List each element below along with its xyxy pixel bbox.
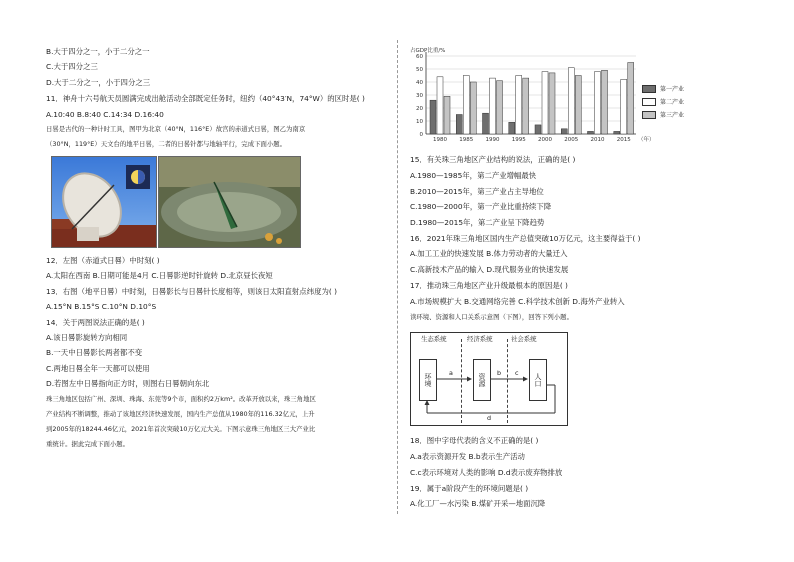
horizontal-sundial-photo [158,156,301,248]
bar [602,70,608,134]
legend-item [642,82,684,95]
arrow-label-a: a [449,369,453,377]
option-14a: A.该日晷影旋转方向相同 [46,333,128,342]
legend-swatch [642,85,656,93]
y-tick-label: 60 [416,54,423,60]
options-18-ab: A.a表示资源开发 B.b表示生产活动 [410,452,525,461]
arrow-label-c: c [515,369,519,377]
label-economic-system: 经济系统 [467,335,493,343]
y-tick-label: 20 [416,106,423,112]
arrow-label-d: d [487,414,492,422]
box-environment: 环境 [419,359,437,401]
x-tick-label: 2015 [616,137,631,143]
chart-legend [642,82,684,121]
bar [549,73,555,134]
bar [490,78,496,134]
option-14c: C.两地日晷全年一天都可以使用 [46,364,150,373]
legend-label: 第二产业 [660,99,685,106]
bar [588,131,594,134]
y-tick-label: 10 [416,119,423,125]
bar [614,131,620,134]
passage-sundial: （30°N，119°E）天文台的地平日晷，二者的日晷针都与地轴平行，完成下面小题。 [46,140,287,148]
question-17: 17．推动珠三角地区产业升级最根本的原因是( ) [410,281,568,290]
legend-label: 第一产业 [660,86,685,93]
question-14: 14．关于两图说法正确的是( ) [46,318,145,327]
bar [561,129,567,134]
bar [542,72,548,134]
label-social-system: 社会系统 [511,335,537,343]
bar [463,76,469,135]
bar [523,78,529,134]
bar [456,115,462,135]
question-15: 15．有关珠三角地区产业结构的说法，正确的是( ) [410,155,576,164]
options-17: A.市场规模扩大 B.交通网络完善 C.科学技术创新 D.海外产业转入 [410,297,625,306]
bar [628,63,634,135]
options-16-cd: C.高新技术产品的输入 D.现代服务业的快速发展 [410,265,569,274]
question-12: 12．左图（赤道式日晷）中时刻( ) [46,256,160,265]
legend-item [642,95,684,108]
option-line: D.大于二分之一，小于四分之三 [46,78,151,87]
question-11: 11．神舟十六号航天员圆满完成出舱活动全部既定任务时，纽约（40°43′N，74°W）的区时是( ) [46,94,365,103]
option-15d: D.1980—2015年，第二产业呈下降趋势 [410,218,545,227]
option-14b: B.一天中日晷影长两者都不变 [46,348,143,357]
options-12: A.太阳在西南 B.日期可能是4月 C.日晷影逆时针旋转 D.北京昼长夜短 [46,271,273,280]
question-13: 13．右图（地平日晷）中时刻，日晷影长与日晷针长度相等，则该日太阳直射点纬度为( ) [46,287,337,296]
options-16-ab: A.加工工业的快速发展 B.体力劳动者的大量迁入 [410,249,568,258]
options-18-cd: C.c表示环境对人类的影响 D.d表示废弃物排放 [410,468,563,477]
x-tick-label: 1985 [459,137,474,143]
option-line: C.大于四分之三 [46,62,98,71]
x-tick-label: 1980 [433,137,447,143]
legend-label: 第三产业 [660,112,685,119]
bar [568,68,574,134]
diagram-intro: 读环境、资源和人口关系示意图（下图），回答下列小题。 [410,313,573,321]
chart-svg [408,46,676,148]
bar [497,81,503,134]
y-tick-label: 50 [416,67,423,73]
env-resource-population-diagram [410,332,568,426]
box-resource: 资源 [473,359,491,401]
bar [470,82,476,134]
bar [575,76,581,135]
option-15b: B.2010—2015年，第三产业占主导地位 [410,187,544,196]
options-19-ab: A.化工厂—水污染 B.煤矿开采—地面沉降 [410,499,546,508]
x-axis-unit: （年） [638,137,655,143]
options-13: A.15°N B.15°S C.10°N D.10°S [46,302,157,311]
option-15c: C.1980—2000年，第一产业比重持续下降 [410,202,552,211]
passage-sundial: 日晷是古代的一种计时工具，图甲为北京（40°N，116°E）故宫的赤道式日晷，图乙为南京 [46,125,306,133]
y-tick-label: 0 [419,132,423,138]
y-tick-label: 30 [416,93,423,99]
bar [430,100,436,134]
column-divider [397,40,398,514]
industry-share-chart [408,46,676,148]
arrow-label-b: b [497,369,502,377]
bar [483,113,489,134]
legend-swatch [642,98,656,106]
question-18: 18．图中字母代表的含义不正确的是( ) [410,436,539,445]
question-19: 19．属于a阶段产生的环境问题是( ) [410,484,529,493]
passage-prd: 珠三角地区包括广州、深圳、珠海、东莞等9个市，面积约2万km²。改革开放以来，珠三角地区 [46,395,316,403]
legend-item [642,108,684,121]
x-tick-label: 2000 [538,137,552,143]
box-population: 人口 [529,359,547,401]
legend-swatch [642,111,656,119]
label-ecosystem: 生态系统 [421,335,447,343]
question-16: 16．2021年珠三角地区国内生产总值突破10万亿元，这主要得益于( ) [410,234,641,243]
y-axis-label: 占GDP比重/% [410,48,446,54]
bar [437,77,443,134]
y-tick-label: 40 [416,80,423,86]
bar [444,96,450,134]
options-11: A.10:40 B.8:40 C.14:34 D.16:40 [46,110,164,119]
bar [509,122,515,134]
bar [535,125,541,134]
option-15a: A.1980—1985年，第二产业增幅最快 [410,171,537,180]
diagram-arrows [411,333,567,425]
option-14d: D.若图左中日晷指向正方时，则图右日晷朝向东北 [46,379,210,388]
x-tick-label: 1990 [485,137,500,143]
equatorial-sundial-photo [51,156,157,248]
bar [595,72,601,134]
bar [621,79,627,134]
passage-prd: 产业结构不断调整，推动了该地区经济快速发展，国内生产总值从1980年的116.32亿元，上升 [46,410,315,418]
bar [516,76,522,135]
option-line: B.大于四分之一，小于二分之一 [46,47,150,56]
passage-prd: 重统计。据此完成下面小题。 [46,440,130,448]
x-tick-label: 2005 [564,137,579,143]
x-tick-label: 1995 [511,137,526,143]
passage-prd: 到2005年的18244.46亿元，2021年首次突破10万亿元大关。下图示意珠三角地区三大产业比 [46,425,316,433]
x-tick-label: 2010 [590,137,605,143]
